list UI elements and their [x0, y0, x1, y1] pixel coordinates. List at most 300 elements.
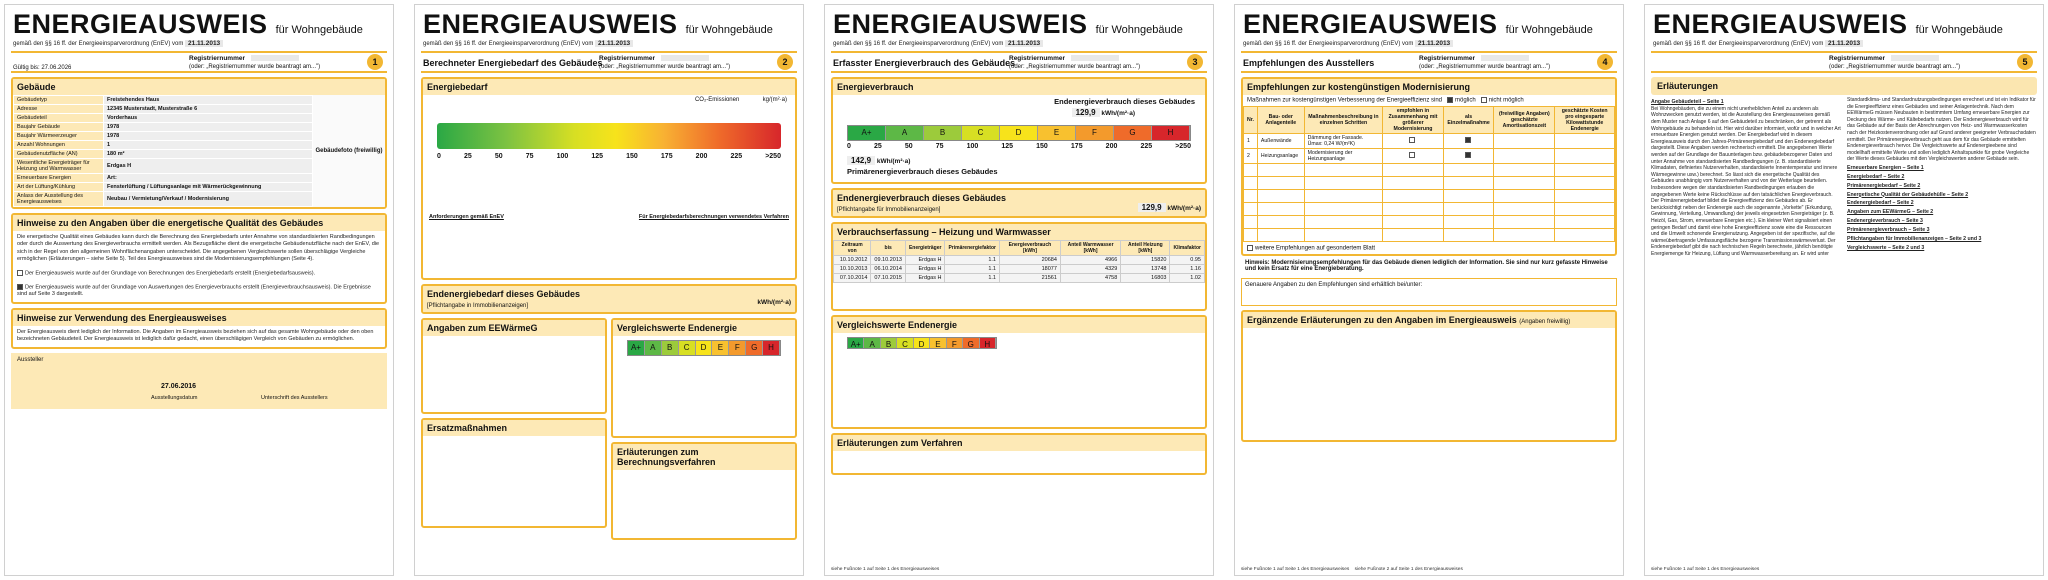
tick-label: 125 [1001, 143, 1014, 150]
section-heading: Angaben zum EEWärmeG [423, 320, 605, 336]
table-row [14, 105, 313, 114]
usage-text: Der Energieausweis dient lediglich der Information. Die Angaben im Energieausweis beziehen sich auf das gesamte Wohngebäude oder den oben bezeichneten Gebäudeteil. Der Energieausweis ist lediglich dafür gedacht, einen überschlägigen Vergleich von Gebäuden zu ermöglichen. [17, 328, 374, 343]
legal-line: gemäß den §§ 16 ff. der Energieeinsparverordnung (EnEV) vom 21.11.2013 [415, 38, 803, 49]
checkbox[interactable] [1465, 152, 1471, 158]
page-3 [824, 4, 1214, 576]
class-bar [847, 337, 997, 349]
class-bar [847, 125, 1191, 141]
header-bar [1241, 51, 1617, 73]
supplement-box: Ergänzende Erläuterungen zu den Angaben im Energieausweis (Angaben freiwillig) [1241, 310, 1617, 442]
footnote: siehe Fußnote 1 auf Seite 1 des Energieausweises [831, 566, 940, 572]
tick-label: 100 [556, 153, 569, 160]
class-cell: G [746, 341, 763, 355]
class-cell: F [947, 338, 963, 348]
class-cell: B [662, 341, 679, 355]
scale-ticks [437, 153, 781, 160]
table-cell [1555, 202, 1615, 215]
table-cell [1494, 189, 1555, 202]
issue-date-label: Ausstellungsdatum [151, 394, 198, 401]
table-cell: 15820 [1121, 256, 1170, 265]
table-cell: 1.1 [945, 256, 1000, 265]
table-cell: 1.1 [945, 265, 1000, 274]
option-bedarf: Der Energieausweis wurde auf der Grundlage von Berechnungen des Energiebedarfs erstellt (Energiebedarfsausweis). [13, 267, 385, 281]
table-row [14, 96, 313, 105]
tick-label: 50 [494, 153, 503, 160]
table-row [1244, 202, 1615, 215]
page-1 [4, 4, 394, 576]
row-label: Gebäudeteil [14, 114, 104, 123]
table-cell: 13748 [1121, 265, 1170, 274]
section-title: Berechneter Energiebedarf des Gebäudes [423, 58, 603, 68]
table-cell [1304, 176, 1383, 189]
table-row [14, 123, 313, 132]
issuer-label: Aussteller [17, 356, 44, 363]
table-cell [1244, 228, 1258, 241]
row-value: 180 m² [104, 150, 313, 159]
table-cell [1555, 215, 1615, 228]
class-cell: C [962, 126, 1000, 140]
building-section [11, 77, 387, 209]
header-bar [421, 51, 797, 73]
column-header: Anteil Heizung [kWh] [1121, 241, 1170, 256]
page-5 [1644, 4, 2044, 576]
table-cell [1257, 163, 1304, 176]
class-cell: H [763, 341, 780, 355]
page-title: ENERGIEAUSWEIS für Wohngebäude [833, 9, 1183, 39]
table-cell: 10.10.2013 [834, 265, 871, 274]
column-header: Primärenergiefaktor [945, 241, 1000, 256]
explanation-heading: Energetische Qualität der Gebäudehülle – Seite 2 [1847, 191, 1969, 198]
explanation-heading: Vergleichswerte – Seite 2 und 3 [1847, 244, 1925, 251]
page-title: ENERGIEAUSWEIS für Wohngebäude [13, 9, 363, 39]
column-header: (freiwillige Angaben) geschätzte Amortisationszeit [1494, 106, 1555, 133]
tick-label: 75 [935, 143, 944, 150]
table-cell: Dämmung der Fassade. Ümax: 0,24 W/(m²K) [1304, 133, 1383, 148]
table-cell: 1.02 [1170, 274, 1205, 283]
more-recommendations: weitere Empfehlungen auf gesondertem Blatt [1243, 242, 1615, 255]
page-number: 2 [777, 54, 793, 70]
page-title: ENERGIEAUSWEIS für Wohngebäude [423, 9, 773, 39]
table-row [834, 256, 1205, 265]
table-cell [1383, 133, 1444, 148]
table-cell: Erdgas H [905, 265, 945, 274]
quality-text: Die energetische Qualität eines Gebäudes kann durch die Berechnung des Energiebedarfs unter Annahme von standardisierten Randbedingungen oder durch die Auswertung des Energieverbrauchs ermittelt werden. Als Bezugsfläche dient die energetische Gebäudenutzfläche nach der EnEV, die sich in der Regel von den allgemeinen Wohnflächenangaben unterscheidet. Die angegebenen Vergleichswerte sollen überschlägige Vergleiche ermöglichen (Erläuterungen – siehe Seite 5). Teil des Energieausweises sind die Modernisierungsempfehlungen (Seite 4). [17, 234, 380, 263]
quality-notes [11, 213, 387, 304]
checkbox[interactable] [17, 270, 23, 276]
row-value: Erdgas H [104, 159, 313, 174]
explanation-heading: Angaben zum EEWärmeG – Seite 2 [1847, 209, 1934, 216]
table-cell [1257, 176, 1304, 189]
footnote: siehe Fußnote 1 auf Seite 1 des Energieausweises siehe Fußnote 2 auf Seite 1 des Energieausweises [1241, 566, 1463, 572]
tick-label: 200 [1105, 143, 1118, 150]
table-cell: 09.10.2013 [871, 256, 906, 265]
table-cell [1443, 215, 1494, 228]
table-row [1244, 133, 1615, 148]
page-number: 5 [2017, 54, 2033, 70]
row-label: Baujahr Wärmeerzeuger [14, 132, 104, 141]
row-value: Neubau / Vermietung/Verkauf / Modernisierung [104, 192, 313, 207]
footnote: siehe Fußnote 1 auf Seite 1 des Energieausweises [1651, 566, 1760, 572]
table-row [14, 159, 313, 174]
section-heading: Gebäude [13, 79, 385, 95]
comparison-box [831, 315, 1207, 429]
section-title: Erfasster Energieverbrauch des Gebäudes [833, 58, 1016, 68]
explanation-heading: Erneuerbare Energien – Seite 1 [1847, 164, 1924, 171]
issuer-box [11, 353, 387, 409]
row-value: Art: [104, 174, 313, 183]
tick-label: 25 [463, 153, 472, 160]
tick-label: 0 [847, 143, 851, 150]
requirements-label: Anforderungen gemäß EnEV [429, 214, 504, 220]
row-label: Art der Lüftung/Kühlung [14, 183, 104, 192]
row-value: 1978 [104, 132, 313, 141]
registration-number: Registriernummer (oder: „Registriernummer wurde beantragt am...") [599, 55, 731, 70]
table-cell: Erdgas H [905, 256, 945, 265]
table-cell [1383, 202, 1444, 215]
checkbox[interactable] [1465, 137, 1471, 143]
explanation-heading: Endenergiebedarf – Seite 2 [1847, 200, 1914, 207]
legal-line: gemäß den §§ 16 ff. der Energieeinsparverordnung (EnEV) vom 21.11.2013 [825, 38, 1213, 49]
table-cell [1244, 189, 1258, 202]
section-heading: Vergleichswerte Endenergie [833, 317, 1205, 333]
class-cell: H [980, 338, 996, 348]
eewaermeg-box [421, 318, 607, 414]
table-cell: 06.10.2014 [871, 265, 906, 274]
table-cell: 07.10.2015 [871, 274, 906, 283]
table-cell: 16803 [1121, 274, 1170, 283]
end-consumption-label: Endenergieverbrauch dieses Gebäudes [1054, 97, 1195, 106]
table-cell [1383, 148, 1444, 163]
row-label: Anzahl Wohnungen [14, 141, 104, 150]
explanation-body: Bei Wohngebäuden, die zu einem nicht unerheblichen Anteil zu anderen als Wohnzwecken genutzt werden, ist die Ausstellung des Energieausweises gemäß dem Muster nach Anlage 6 auf den Gebäudeteil zu beschränken, der getrennt als Wohngebäude zu behandeln ist. Hier wird darüber informiert, wofür und in welcher Art erneuerbare Energien genutzt werden. Der Energiebedarf wird in diesem Energieausweis durch den Jahres-Primärenergiebedarf und den Endenergiebedarf dargestellt. Diese Angaben werden rechnerisch ermittelt. Die angegebenen Werte werden auf der Grundlage der Bauunterlagen bzw. gebäudebezogener Daten und unter Annahme von standardisierten Randbedingungen (z. B. standardisierte Klimadaten, definiertes Nutzerverhalten, standardisierte Innentemperatur und innere Wärmegewinne usw.) berechnet. So lässt sich die energetische Qualität des Gebäudes unabhängig vom Nutzerverhalten und von der Wetterlage beurteilen. Insbesondere wegen der standardisierten Randbedingungen erlauben die angegebenen Werte keine Rückschlüsse auf den tatsächlichen Energieverbrauch. Der Primärenergiebedarf bildet die Energieeffizienz des Gebäudes ab. Er berücksichtigt neben der Endenergie auch die sogenannte „Vorkette" (Erkundung, Gewinnung, Verteilung, Umwandlung) der jeweils eingesetzten Energieträger (z. B. Heizöl, Gas, Strom, erneuerbare Energien etc.). Ein kleiner Wert signalisiert einen geringen Bedarf und damit eine hohe Energieeffizienz sowie eine die Ressourcen und die Umwelt schonende Energienutzung. Angegeben ist der spezifische, auf die wärmeübertragende Umfassungsfläche bezogene Transmissionswärmeverlust. Der Endenergiebedarf gibt die nach technischen Regeln berechnete, jährlich benötigte Energiemenge für Heizung, Lüftung und Warmwasserbereitung an. Er wird unter Standardklima- und Standardnutzungsbedingungen errechnet und ist ein Indikator für die Energieeffizienz eines Gebäudes und seiner Anlagentechnik. Nach dem EEWärmeG müssen Neubauten in bestimmtem Umfang erneuerbare Energien zur Deckung des Wärme- und Kältebedarfs nutzen. Der Endenergieverbrauch wird für das Gebäude auf der Basis der Abrechnungen von Heiz- und Warmwasserkosten nach der Heizkostenverordnung oder auf Grund anderer geeigneter Verbrauchsdaten ermittelt. Der Primärenergieverbrauch geht aus dem für das Gebäude ermittelten Endenergieverbrauch hervor. Die Vergleichswerte auf Endenergieebene sind modellhaft ermittelte Werte und sollen lediglich Anhaltspunkte für grobe Vergleiche der Werte dieses Gebäudes mit den Vergleichswerten anderer Gebäude sein. [1651, 97, 2036, 257]
page-number: 3 [1187, 54, 1203, 70]
class-cell: E [1038, 126, 1076, 140]
registration-number: Registriernummer (oder: „Registriernummer wurde beantragt am...") [1829, 55, 1961, 70]
section-heading: Vergleichswerte Endenergie [613, 320, 795, 336]
consumption-box [831, 77, 1207, 184]
checkbox[interactable] [1247, 245, 1253, 251]
table-cell [1494, 202, 1555, 215]
header-bar [1651, 51, 2037, 73]
energy-scale [437, 123, 781, 149]
row-value: Vorderhaus [104, 114, 313, 123]
measures-table [1243, 106, 1615, 242]
tick-label: 225 [730, 153, 743, 160]
table-cell: 1.16 [1170, 265, 1205, 274]
class-cell: H [1152, 126, 1190, 140]
table-cell [1383, 228, 1444, 241]
checkbox[interactable] [1409, 152, 1415, 158]
table-cell [1304, 215, 1383, 228]
table-cell [1257, 215, 1304, 228]
registration-number: Registriernummer (oder: „Registriernummer wurde beantragt am...") [1419, 55, 1551, 70]
explanation-heading: Primärenergieverbrauch – Seite 3 [1847, 226, 1930, 233]
table-cell [1257, 228, 1304, 241]
column-header: Bau- oder Anlagenteile [1257, 106, 1304, 133]
table-cell [1443, 163, 1494, 176]
table-row [1244, 148, 1615, 163]
table-row [1244, 176, 1615, 189]
table-row [1244, 215, 1615, 228]
table-cell [1443, 176, 1494, 189]
class-cell: A [886, 126, 924, 140]
page-title: ENERGIEAUSWEIS für Wohngebäude [1653, 9, 2003, 39]
table-cell: 18077 [999, 265, 1060, 274]
class-cell: C [897, 338, 913, 348]
checkbox[interactable] [1409, 137, 1415, 143]
column-header: Energieträger [905, 241, 945, 256]
explanation-heading: Endenergieverbrauch – Seite 3 [1847, 218, 1923, 225]
row-value: Freistehendes Haus [104, 96, 313, 105]
checkbox[interactable] [17, 284, 23, 290]
primary-consumption-label: Primärenergieverbrauch dieses Gebäudes [847, 167, 998, 176]
section-heading: Verbrauchserfassung – Heizung und Warmwasser [833, 224, 1205, 240]
tick-label: 100 [966, 143, 979, 150]
tick-label: 175 [660, 153, 673, 160]
table-row [14, 174, 313, 183]
row-value: 1 [104, 141, 313, 150]
registration-number: Registriernummer (oder: „Registriernummer wurde beantragt am...") [189, 55, 321, 70]
tick-label: 75 [525, 153, 534, 160]
energy-demand-box [421, 77, 797, 280]
table-cell [1304, 163, 1383, 176]
column-header: Zeitraum von [834, 241, 871, 256]
page-number: 1 [367, 54, 383, 70]
row-label: Baujahr Gebäude [14, 123, 104, 132]
table-cell: 20684 [999, 256, 1060, 265]
section-heading: Energieverbrauch [833, 79, 1205, 95]
page-title: ENERGIEAUSWEIS für Wohngebäude [1243, 9, 1593, 39]
table-cell [1555, 176, 1615, 189]
class-cell: F [1076, 126, 1114, 140]
final-consumption-box: Endenergieverbrauch dieses Gebäudes [Pflichtangabe für Immobilienanzeigen] 129,9 kWh/(m²·a) [831, 188, 1207, 218]
legal-line: gemäß den §§ 16 ff. der Energieeinsparverordnung (EnEV) vom 21.11.2013 [1645, 38, 2043, 49]
table-cell: 4966 [1060, 256, 1120, 265]
page-number: 4 [1597, 54, 1613, 70]
column-header: empfohlen in Zusammenhang mit größerer Modernisierung [1383, 106, 1444, 133]
table-cell: 4329 [1060, 265, 1120, 274]
class-cell: C [679, 341, 696, 355]
table-cell [1494, 228, 1555, 241]
column-header: Anteil Warmwasser [kWh] [1060, 241, 1120, 256]
table-cell [1494, 176, 1555, 189]
more-info: Genauere Angaben zu den Empfehlungen sind erhältlich bei/unter: [1241, 278, 1617, 306]
final-demand-box: Endenergiebedarf dieses Gebäudes [Pflichtangabe in Immobilienanzeigen] kWh/(m²·a) [421, 284, 797, 314]
section-title: Erläuterungen [1651, 77, 2037, 95]
signature-label: Unterschrift des Ausstellers [261, 394, 328, 401]
table-cell [1244, 215, 1258, 228]
section-heading: Ersatzmaßnahmen [423, 420, 605, 436]
column-header: geschätzte Kosten pro eingesparte Kilowattstunde Endenergie [1555, 106, 1615, 133]
table-cell [1555, 148, 1615, 163]
class-cell: A+ [848, 338, 864, 348]
scale-ticks [847, 143, 1191, 150]
section-heading: Erläuterungen zum Verfahren [833, 435, 1205, 451]
section-heading: Erläuterungen zum Berechnungsverfahren [613, 444, 795, 470]
hint-text: Hinweis: Modernisierungsempfehlungen für das Gebäude dienen lediglich der Information. Sie sind nur kurz gefasste Hinweise und kein Ersatz für eine Energieberatung. [1245, 260, 1608, 273]
table-cell [1383, 189, 1444, 202]
table-cell: 07.10.2014 [834, 274, 871, 283]
class-cell: E [712, 341, 729, 355]
class-cell: A [864, 338, 880, 348]
table-row [1244, 163, 1615, 176]
table-cell: 10.10.2012 [834, 256, 871, 265]
table-row [14, 183, 313, 192]
section-heading: Endenergiebedarf dieses Gebäudes [427, 289, 581, 299]
column-header: bis [871, 241, 906, 256]
class-cell: G [963, 338, 979, 348]
modernisation-box [1241, 77, 1617, 256]
replacement-box [421, 418, 607, 528]
valid-until: Gültig bis: 27.06.2026 [13, 65, 72, 71]
table-cell: 2 [1244, 148, 1258, 163]
table-cell: Modernisierung der Heizungsanlage [1304, 148, 1383, 163]
table-cell [1383, 176, 1444, 189]
table-cell: 4758 [1060, 274, 1120, 283]
table-cell [1304, 202, 1383, 215]
section-title: Empfehlungen des Ausstellers [1243, 58, 1375, 68]
legal-line: gemäß den §§ 16 ff. der Energieeinsparverordnung (EnEV) vom 21.11.2013 [5, 38, 393, 49]
row-label: Anlass der Ausstellung des Energieausweises [14, 192, 104, 207]
checkbox[interactable] [1447, 97, 1453, 103]
section-heading: Hinweise zur Verwendung des Energieausweises [13, 310, 385, 326]
table-cell [1494, 148, 1555, 163]
checkbox[interactable] [1481, 97, 1487, 103]
class-cell: G [1114, 126, 1152, 140]
tick-label: 175 [1070, 143, 1083, 150]
table-cell [1443, 189, 1494, 202]
explanation-heading: Primärenergiebedarf – Seite 2 [1847, 182, 1921, 189]
section-heading: Empfehlungen zur kostengünstigen Modernisierung [1243, 79, 1615, 95]
usage-notes [11, 308, 387, 349]
possible-line: Maßnahmen zur kostengünstigen Verbesserung der Energieeffizienz sind möglich nicht möglich [1247, 97, 1524, 104]
table-cell [1555, 189, 1615, 202]
procedure-box [611, 442, 797, 540]
end-consumption-value: 129,9 kWh/(m²·a) [833, 108, 1205, 119]
consumption-record-box [831, 222, 1207, 311]
table-row [14, 150, 313, 159]
table-cell: 0.95 [1170, 256, 1205, 265]
explanation-heading: Energiebedarf – Seite 2 [1847, 173, 1905, 180]
tick-label: >250 [1175, 143, 1191, 150]
table-cell [1555, 163, 1615, 176]
table-cell [1494, 133, 1555, 148]
table-row [1244, 228, 1615, 241]
table-cell [1443, 228, 1494, 241]
table-cell [1244, 202, 1258, 215]
table-cell: 21561 [999, 274, 1060, 283]
table-row [1244, 189, 1615, 202]
class-cell: E [930, 338, 946, 348]
table-row [14, 132, 313, 141]
procedure-notes-box [831, 433, 1207, 475]
tick-label: 150 [626, 153, 638, 160]
table-row [14, 192, 313, 207]
page-4 [1234, 4, 1624, 576]
table-cell: Heizungsanlage [1257, 148, 1304, 163]
column-header: Maßnahmenbeschreibung in einzelnen Schritten [1304, 106, 1383, 133]
tick-label: 150 [1036, 143, 1048, 150]
explanation-heading: Pflichtangaben für Immobilienanzeigen – Seite 2 und 3 [1847, 235, 1982, 242]
class-cell: A+ [628, 341, 645, 355]
table-cell [1443, 133, 1494, 148]
explanation-heading: Angabe Gebäudeteil – Seite 1 [1651, 99, 1724, 105]
table-cell [1383, 163, 1444, 176]
table-cell [1555, 228, 1615, 241]
registration-number: Registriernummer (oder: „Registriernummer wurde beantragt am...") [1009, 55, 1141, 70]
class-cell: B [924, 126, 962, 140]
row-value: 12345 Musterstadt, Musterstraße 6 [104, 105, 313, 114]
table-row [834, 274, 1205, 283]
issue-date: 27.06.2016 [161, 382, 197, 390]
tick-label: 50 [904, 143, 913, 150]
tick-label: >250 [765, 153, 781, 160]
table-cell [1244, 176, 1258, 189]
explanations-text [1645, 95, 2043, 535]
class-cell: B [881, 338, 897, 348]
class-cell: A+ [848, 126, 886, 140]
tick-label: 125 [591, 153, 604, 160]
table-row [14, 114, 313, 123]
table-cell [1383, 215, 1444, 228]
column-header: Nr. [1244, 106, 1258, 133]
table-cell [1244, 163, 1258, 176]
table-cell [1257, 202, 1304, 215]
header-bar [11, 51, 387, 73]
table-cell [1443, 148, 1494, 163]
co2-line: CO₂-Emissionen kg/(m²·a) [694, 97, 787, 103]
column-header: Klimafaktor [1170, 241, 1205, 256]
table-cell: 1.1 [945, 274, 1000, 283]
primary-consumption-value: 142,9 kWh/(m²·a) [833, 150, 1205, 165]
row-value: 1978 [104, 123, 313, 132]
table-row [834, 265, 1205, 274]
table-cell [1494, 163, 1555, 176]
row-value: Fensterlüftung / Lüftungsanlage mit Wärmerückgewinnung [104, 183, 313, 192]
table-cell [1304, 189, 1383, 202]
class-cell: A [645, 341, 662, 355]
column-header: Energieverbrauch [kWh] [999, 241, 1060, 256]
table-cell [1443, 202, 1494, 215]
building-table [13, 95, 313, 207]
row-label: Adresse [14, 105, 104, 114]
header-bar [831, 51, 1207, 73]
table-cell [1494, 215, 1555, 228]
consumption-table [833, 240, 1205, 283]
section-heading: Hinweise zu den Angaben über die energetische Qualität des Gebäudes [13, 215, 385, 231]
tick-label: 200 [695, 153, 708, 160]
class-cell: D [1000, 126, 1038, 140]
page-2 [414, 4, 804, 576]
tick-label: 25 [873, 143, 882, 150]
table-cell: 1 [1244, 133, 1258, 148]
comparison-box [611, 318, 797, 438]
class-cell: F [729, 341, 746, 355]
table-cell [1304, 228, 1383, 241]
tick-label: 225 [1140, 143, 1153, 150]
class-cell: D [696, 341, 713, 355]
table-cell [1555, 133, 1615, 148]
tick-label: 0 [437, 153, 441, 160]
row-label: Gebäudetyp [14, 96, 104, 105]
legal-line: gemäß den §§ 16 ff. der Energieeinsparverordnung (EnEV) vom 21.11.2013 [1235, 38, 1623, 49]
table-row [14, 141, 313, 150]
class-cell: D [914, 338, 930, 348]
column-header: als Einzelmaßnahme [1443, 106, 1494, 133]
row-label: Wesentliche Energieträger für Heizung und Warmwasser [14, 159, 104, 174]
section-heading: Energiebedarf [423, 79, 795, 95]
row-label: Erneuerbare Energien [14, 174, 104, 183]
